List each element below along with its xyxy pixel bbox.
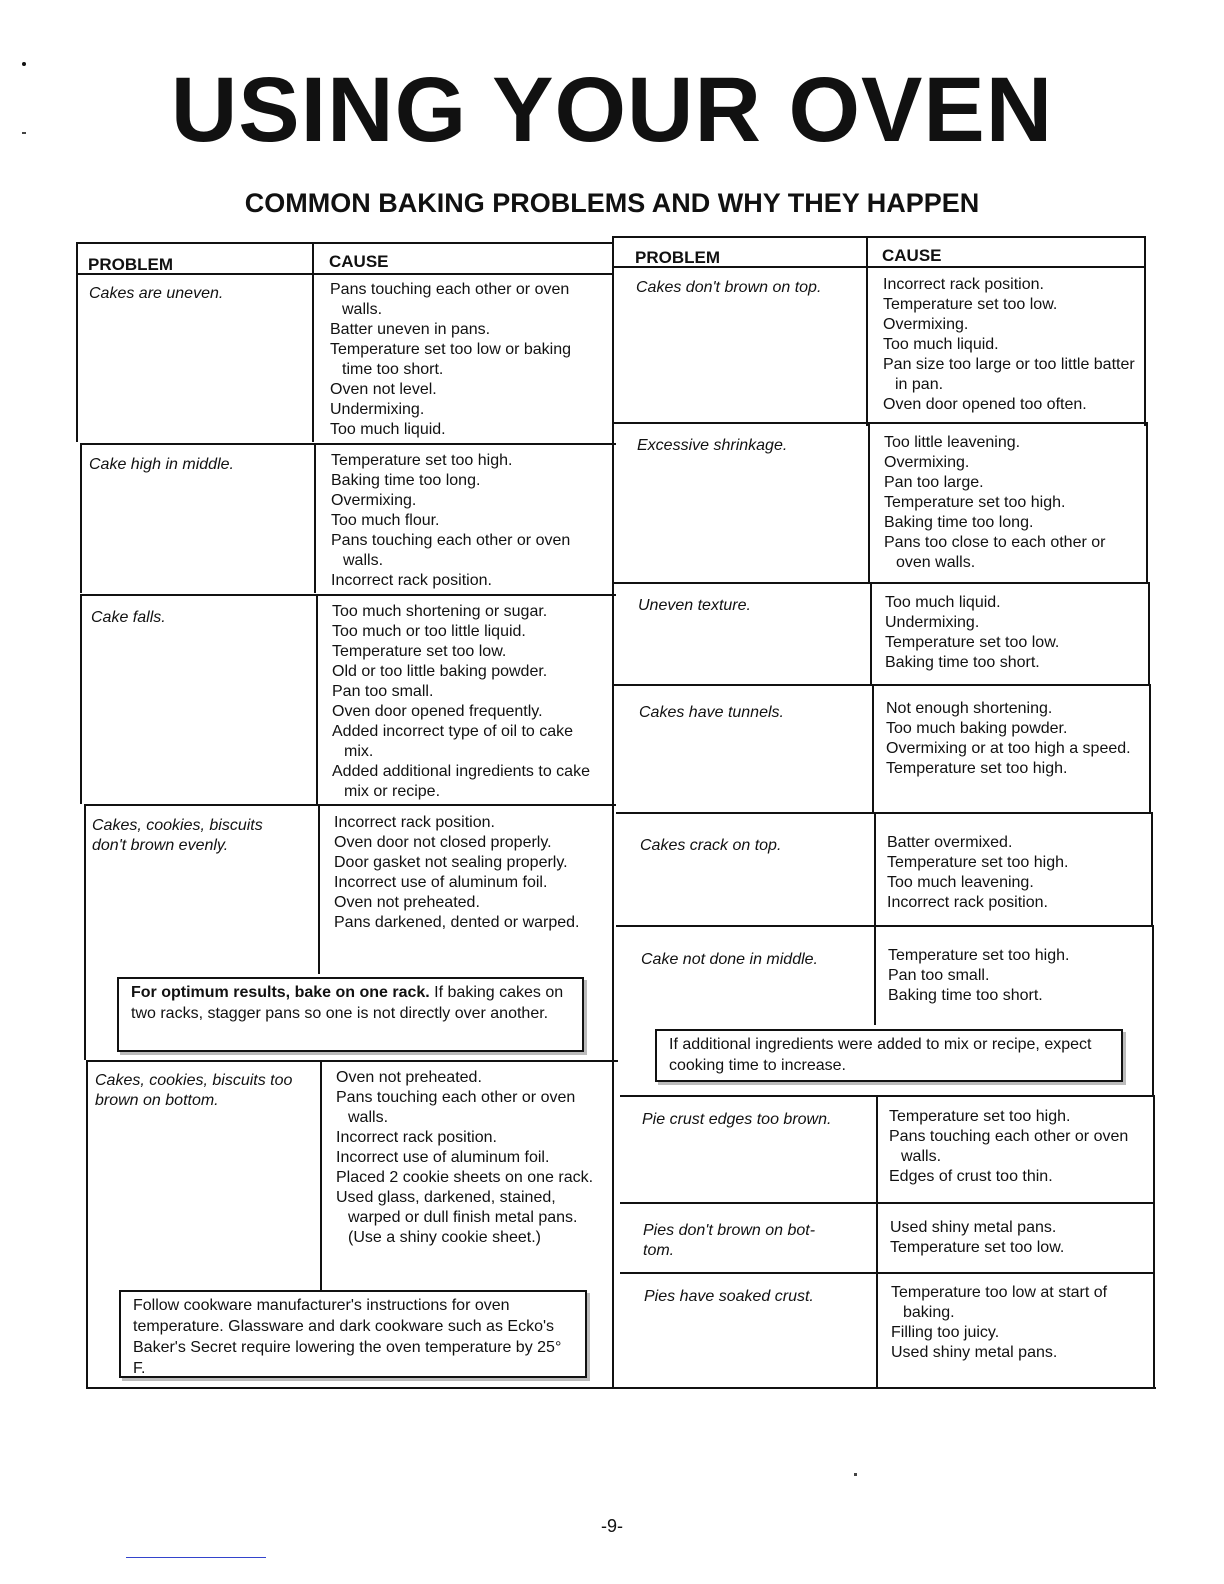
cause-item: Used glass, darkened, stained, warped or dull finish metal pans. (Use a shiny cookie sheet.): [336, 1189, 578, 1246]
problem-cell: Excessive shrinkage.: [637, 437, 788, 454]
cause-item: Oven door opened too often.: [883, 396, 1087, 413]
cause-list: [884, 433, 1139, 573]
cause-item: Temperature set too high.: [889, 1108, 1071, 1125]
cause-item: Undermixing.: [330, 401, 425, 418]
cause-item: Baking time too long.: [331, 472, 481, 489]
problem-cell: Cakes, cookies, biscuits too brown on bottom.: [95, 1072, 293, 1109]
cause-item: Too much or too little liquid.: [332, 623, 526, 640]
cause-item: Pan size too large or too little batter in pan.: [883, 356, 1135, 393]
cause-item: Overmixing.: [884, 454, 970, 471]
cause-list: [888, 946, 1143, 1006]
right-cause-header: CAUSE: [882, 246, 942, 265]
cause-item: Pans touching each other or oven walls.: [331, 532, 571, 569]
cause-item: Placed 2 cookie sheets on one rack.: [336, 1169, 594, 1186]
cause-item: Used shiny metal pans.: [890, 1219, 1057, 1236]
cause-item: Door gasket not sealing properly.: [334, 854, 568, 871]
cause-item: Incorrect use of aluminum foil.: [334, 874, 548, 891]
problem-cell: Cake falls.: [91, 609, 166, 626]
scan-speck: [854, 1473, 857, 1476]
cause-item: Incorrect use of aluminum foil.: [336, 1149, 550, 1166]
cause-item: Not enough shortening.: [886, 700, 1053, 717]
cause-item: Too much shortening or sugar.: [332, 603, 548, 620]
cause-item: Incorrect rack position.: [331, 572, 492, 589]
cause-item: Too much baking powder.: [886, 720, 1068, 737]
cause-item: Incorrect rack position.: [887, 894, 1048, 911]
cause-item: Edges of crust too thin.: [889, 1168, 1053, 1185]
scan-speck: [22, 62, 26, 66]
cause-list: [330, 280, 600, 440]
cause-item: Incorrect rack position.: [334, 814, 495, 831]
note-emphasis: For optimum results, bake on one rack.: [131, 984, 430, 1001]
cause-item: Filling too juicy.: [891, 1324, 1000, 1341]
problem-cell: Pies don't brown on bot- tom.: [643, 1222, 816, 1259]
cause-item: Overmixing.: [331, 492, 417, 509]
cause-list: [883, 275, 1138, 415]
cause-item: Too much leavening.: [887, 874, 1034, 891]
section-subtitle: COMMON BAKING PROBLEMS AND WHY THEY HAPPEN: [244, 188, 980, 218]
optimum-results-note: [117, 977, 584, 1052]
cause-item: Temperature set too high.: [884, 494, 1066, 511]
cause-item: Oven door opened frequently.: [332, 703, 543, 720]
cause-item: Temperature set too high.: [887, 854, 1069, 871]
cause-list: [890, 1218, 1140, 1258]
cause-item: Pans touching each other or oven walls.: [336, 1089, 576, 1126]
cookware-note: Follow cookware manufacturer's instructions for oven temperature. Glassware and dark cookware such as Ecko's Baker's Secret require lowering the oven temperature by 25° F.: [119, 1290, 587, 1378]
cause-item: Pans touching each other or oven walls.: [889, 1128, 1129, 1165]
cause-item: Too much liquid.: [883, 336, 999, 353]
cause-item: Oven not preheated.: [334, 894, 480, 911]
cause-item: Incorrect rack position.: [336, 1129, 497, 1146]
cause-item: Oven door not closed properly.: [334, 834, 552, 851]
page-title: USING YOUR OVEN: [170, 59, 1054, 161]
problem-cell: Pie crust edges too brown.: [642, 1111, 832, 1128]
cause-item: Baking time too short.: [888, 987, 1043, 1004]
problem-cell: Cakes crack on top.: [640, 837, 782, 854]
cause-item: Temperature set too low.: [885, 634, 1060, 651]
cause-item: Temperature too low at start of baking.: [891, 1284, 1108, 1321]
cause-item: Used shiny metal pans.: [891, 1344, 1058, 1361]
cause-item: Overmixing or at too high a speed.: [886, 740, 1131, 757]
cause-item: Baking time too short.: [885, 654, 1040, 671]
left-problem-header: PROBLEM: [88, 255, 173, 274]
problem-cell: Cakes don't brown on top.: [636, 279, 822, 296]
cause-item: Batter overmixed.: [887, 834, 1013, 851]
cause-item: Temperature set too high.: [888, 947, 1070, 964]
cause-item: Oven not preheated.: [336, 1069, 482, 1086]
problem-cell: Pies have soaked crust.: [644, 1288, 814, 1305]
cause-item: Too much liquid.: [330, 421, 446, 438]
problem-cell: Cake high in middle.: [89, 456, 234, 473]
cause-item: Overmixing.: [883, 316, 969, 333]
cause-list: [886, 699, 1136, 779]
note-text: If baking cakes on two racks, stagger pans so one is not directly over another.: [131, 984, 564, 1022]
cause-item: Old or too little baking powder.: [332, 663, 548, 680]
ingredients-note: If additional ingredients were added to mix or recipe, expect cooking time to increase.: [655, 1029, 1123, 1082]
cause-list: [334, 813, 599, 933]
cause-item: Incorrect rack position.: [883, 276, 1044, 293]
cause-item: Added incorrect type of oil to cake mix.: [332, 723, 574, 760]
cause-list: [331, 451, 591, 591]
cause-item: Temperature set too high.: [886, 760, 1068, 777]
problem-cell: Cakes have tunnels.: [639, 704, 784, 721]
problem-cell: Cakes, cookies, biscuits don't brown evenly.: [92, 817, 263, 854]
cause-item: Temperature set too low.: [883, 296, 1058, 313]
cause-list: [891, 1283, 1146, 1363]
cause-item: Temperature set too low.: [332, 643, 507, 660]
problem-cell: Cake not done in middle.: [641, 951, 818, 968]
cause-item: Oven not level.: [330, 381, 437, 398]
page-number: -9-: [601, 1516, 623, 1536]
cause-list: [332, 602, 597, 802]
cause-list: [885, 593, 1140, 673]
cause-item: Too much liquid.: [885, 594, 1001, 611]
cause-item: Baking time too long.: [884, 514, 1034, 531]
cause-item: Pan too small.: [888, 967, 990, 984]
problem-cell: Cakes are uneven.: [89, 285, 224, 302]
cause-item: Pans darkened, dented or warped.: [334, 914, 580, 931]
scan-speck: [22, 132, 26, 134]
cause-list: [336, 1068, 594, 1248]
cause-item: Pan too large.: [884, 474, 984, 491]
cause-item: Pans touching each other or oven walls.: [330, 281, 570, 318]
cause-item: Temperature set too high.: [331, 452, 513, 469]
cause-item: Pan too small.: [332, 683, 434, 700]
cause-item: Too little leavening.: [884, 434, 1021, 451]
left-cause-header: CAUSE: [329, 252, 389, 271]
cause-item: Temperature set too low or baking time too short.: [330, 341, 572, 378]
cause-item: Added additional ingredients to cake mix or recipe.: [332, 763, 590, 800]
cause-item: Batter uneven in pans.: [330, 321, 491, 338]
cause-item: Too much flour.: [331, 512, 440, 529]
cause-list: [887, 833, 1142, 913]
footer-rule: [126, 1557, 266, 1558]
problem-cell: Uneven texture.: [638, 597, 751, 614]
cause-item: Temperature set too low.: [890, 1239, 1065, 1256]
cause-item: Undermixing.: [885, 614, 980, 631]
right-problem-header: PROBLEM: [635, 248, 720, 267]
cause-item: Pans too close to each other or oven walls.: [884, 534, 1106, 571]
cause-list: [889, 1107, 1139, 1187]
